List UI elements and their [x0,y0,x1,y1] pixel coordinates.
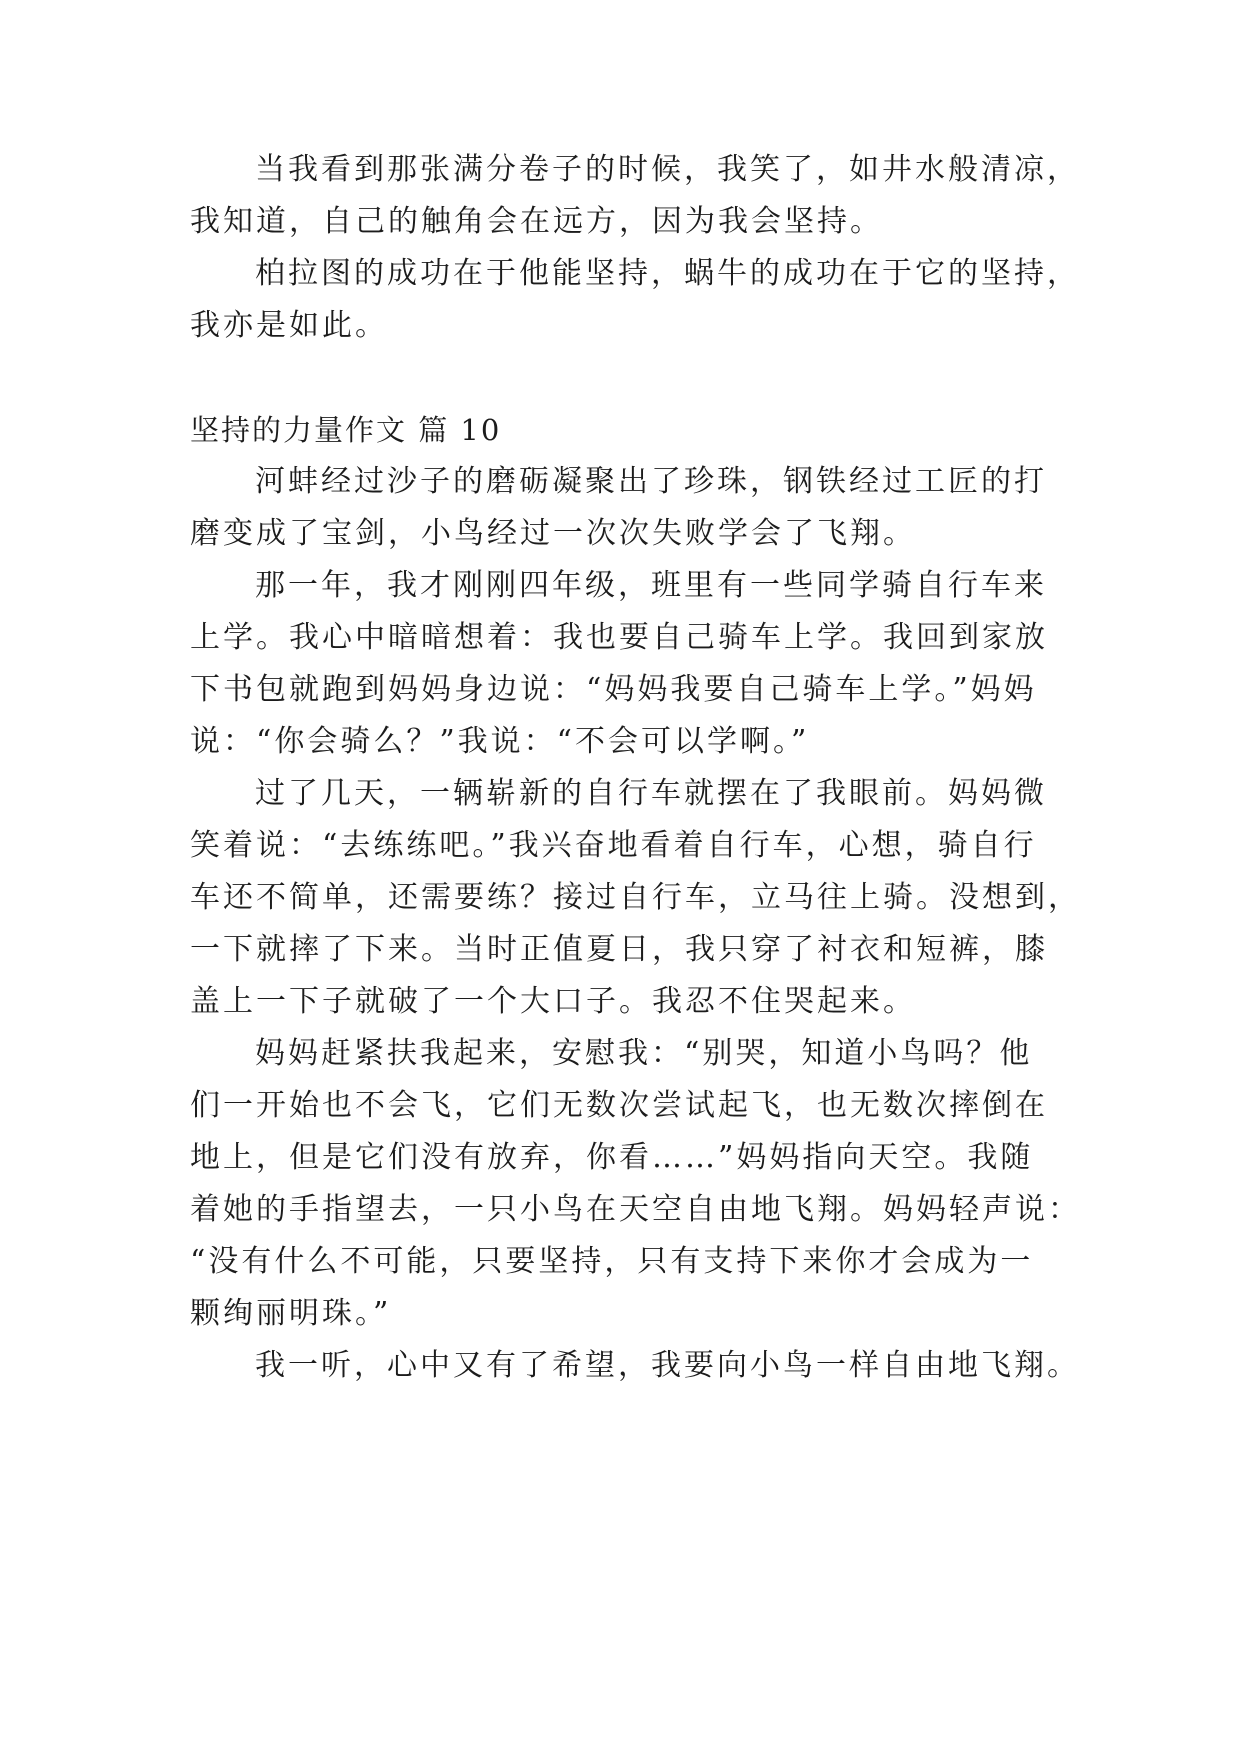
text-line: 颗绚丽明珠。” [190,1296,392,1331]
text-line: 们一开始也不会飞，它们无数次尝试起飞，也无数次摔倒在 [190,1088,1048,1123]
text-line: 磨变成了宝剑，小鸟经过一次次失败学会了飞翔。 [190,516,916,551]
text-line: 车还不简单，还需要练？接过自行车，立马往上骑。没想到， [190,880,1081,915]
text-line: 那一年，我才刚刚四年级，班里有一些同学骑自行车来 [255,568,1047,603]
text-line: 我一听，心中又有了希望，我要向小鸟一样自由地飞翔。 [255,1348,1080,1383]
text-line: 我亦是如此。 [190,308,388,343]
text-line: 河蚌经过沙子的磨砺凝聚出了珍珠，钢铁经过工匠的打 [255,464,1047,499]
text-line: 我知道，自己的触角会在远方，因为我会坚持。 [190,204,883,239]
text-line: 妈妈赶紧扶我起来，安慰我：“别哭，知道小鸟吗？他 [255,1036,1033,1071]
text-line: “没有什么不可能，只要坚持，只有支持下来你才会成为一 [190,1244,1034,1279]
text-line: 盖上一下子就破了一个大口子。我忍不住哭起来。 [190,984,916,1019]
text-line: 当我看到那张满分卷子的时候，我笑了，如井水般清凉， [255,152,1080,187]
text-line: 下书包就跑到妈妈身边说：“妈妈我要自己骑车上学。”妈妈 [190,672,1037,707]
text-line: 上学。我心中暗暗想着：我也要自己骑车上学。我回到家放 [190,620,1048,655]
text-line: 说：“你会骑么？”我说：“不会可以学啊。” [190,724,810,759]
text-line: 着她的手指望去，一只小鸟在天空自由地飞翔。妈妈轻声说： [190,1192,1081,1227]
text-line: 地上，但是它们没有放弃，你看……”妈妈指向天空。我随 [190,1140,1034,1175]
text-line: 一下就摔了下来。当时正值夏日，我只穿了衬衣和短裤，膝 [190,932,1048,967]
text-line: 柏拉图的成功在于他能坚持，蜗牛的成功在于它的坚持， [255,256,1080,291]
text-line: 过了几天，一辆崭新的自行车就摆在了我眼前。妈妈微 [255,776,1047,811]
section-heading: 坚持的力量作文 篇 10 [190,413,502,447]
text-line: 笑着说：“去练练吧。”我兴奋地看着自行车，心想，骑自行 [190,828,1037,863]
